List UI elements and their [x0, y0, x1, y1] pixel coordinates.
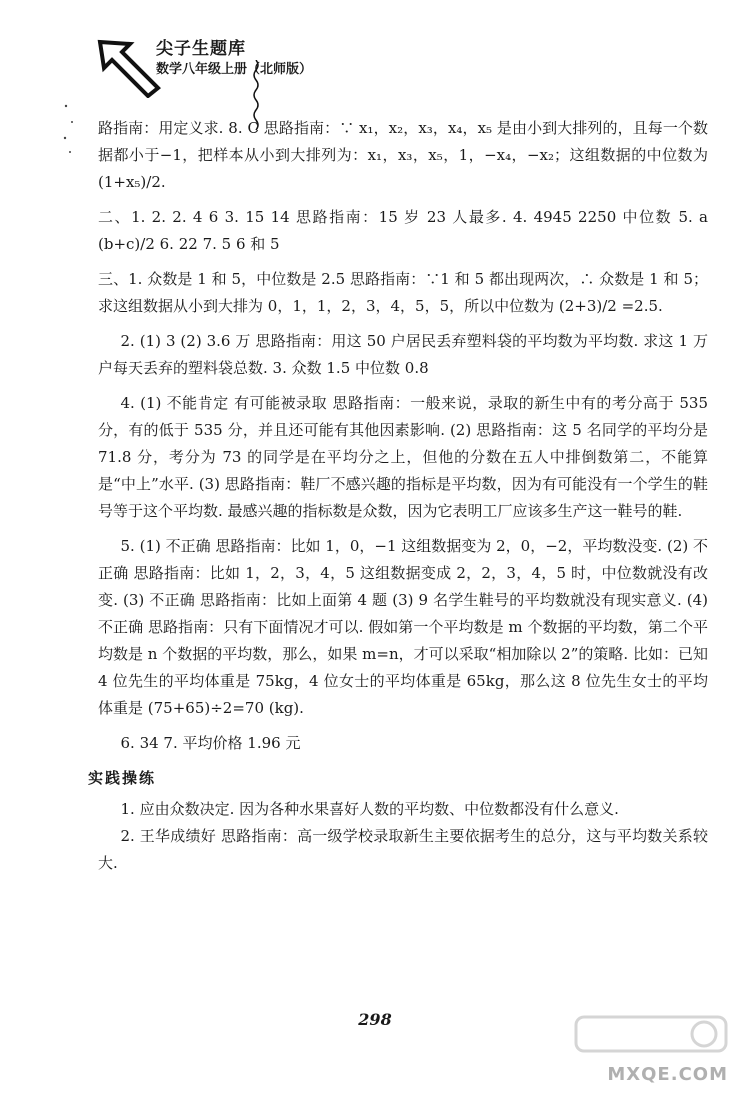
answer-paragraph: 2. (1) 3 (2) 3.6 万 思路指南：用这 50 户居民丢弃塑料袋的平均数为平均数. 求这 1 万户每天丢弃的塑料袋总数. 3. 众数 1.5 中位数 0.8 [98, 332, 708, 377]
book-title: 尖子生题库 [156, 39, 246, 59]
answer-paragraph: 6. 34 7. 平均价格 1.96 元 [120, 734, 301, 752]
page-number: 298 [358, 1010, 392, 1029]
margin-dots-decoration [60, 100, 80, 160]
answer-paragraph: 三、1. 众数是 1 和 5，中位数是 2.5 思路指南：∵1 和 5 都出现两次，∴ 众数是 1 和 5；求这组数据从小到大排为 0，1，1，2，3，4，5，5，所以中位数为 (2+3)/2 =2.5. [98, 270, 708, 315]
practice-item: 1. 应由众数决定. 因为各种水果喜好人数的平均数、中位数都没有什么意义. [120, 800, 619, 818]
page-header [96, 26, 416, 106]
book-subtitle: 数学八年级上册（北师版） [156, 62, 313, 77]
answer-content [88, 115, 708, 885]
watermark-text: MXQE.COM [607, 1064, 728, 1085]
answer-paragraph: 二、1. 2. 2. 4 6 3. 15 14 思路指南：15 岁 23 人最多. 4. 4945 2250 中位数 5. a (b+c)/2 6. 22 7. 5 6 和 5 [98, 208, 708, 253]
answer-paragraph: 4. (1) 不能肯定 有可能被录取 思路指南：一般来说，录取的新生中有的考分高于 535 分，有的低于 535 分，并且还可能有其他因素影响. (2) 思路指南：这 5 名同学的平均分是 71.8 分，考分为 73 的同学是在平均分之上，但他的分数在五人中排倒数第二，不能算是“中上”水平. (3) 思路指南：鞋厂不感兴趣的指标是平均数，因为有可能没有一个学生的鞋号等于这个平均数. 最感兴趣的指标数是众数，因为它表明工厂应该多生产这一鞋号的鞋. [98, 394, 708, 520]
answer-paragraph: 5. (1) 不正确 思路指南：比如 1，0，−1 这组数据变为 2，0，−2，平均数没变. (2) 不正确 思路指南：比如 1，2，3，4，5 这组数据变成 2，2，3，4，5 时，中位数就没有改变. (3) 不正确 思路指南：比如上面第 4 题 (3) 9 名学生鞋号的平均数就没有现实意义. (4) 不正确 思路指南：只有下面情况才可以. 假如第一个平均数是 m 个数据的平均数，第二个平均数是 n 个数据的平均数，那么，如果 m=n，才可以采取“相加除以 2”的策略. 比如：已知 4 位先生的平均体重是 75kg，4 位女士的平均体重是 65kg，那么这 8 位先生女士的平均体重是 (75+65)÷2=70 (kg). [98, 537, 708, 717]
section-title: 实践操练 [88, 769, 157, 787]
answer-paragraph: 路指南：用定义求. 8. C 思路指南：∵ x₁，x₂，x₃，x₄，x₅ 是由小到大排列的，且每一个数据都小于−1，把样本从小到大排列为：x₁，x₃，x₅，1，−x₄，−x₂；这组数据的中位数为 (1+x₅)/2. [98, 119, 708, 191]
practice-item: 2. 王华成绩好 思路指南：高一级学校录取新生主要依据考生的总分，这与平均数关系较大. [98, 827, 708, 872]
